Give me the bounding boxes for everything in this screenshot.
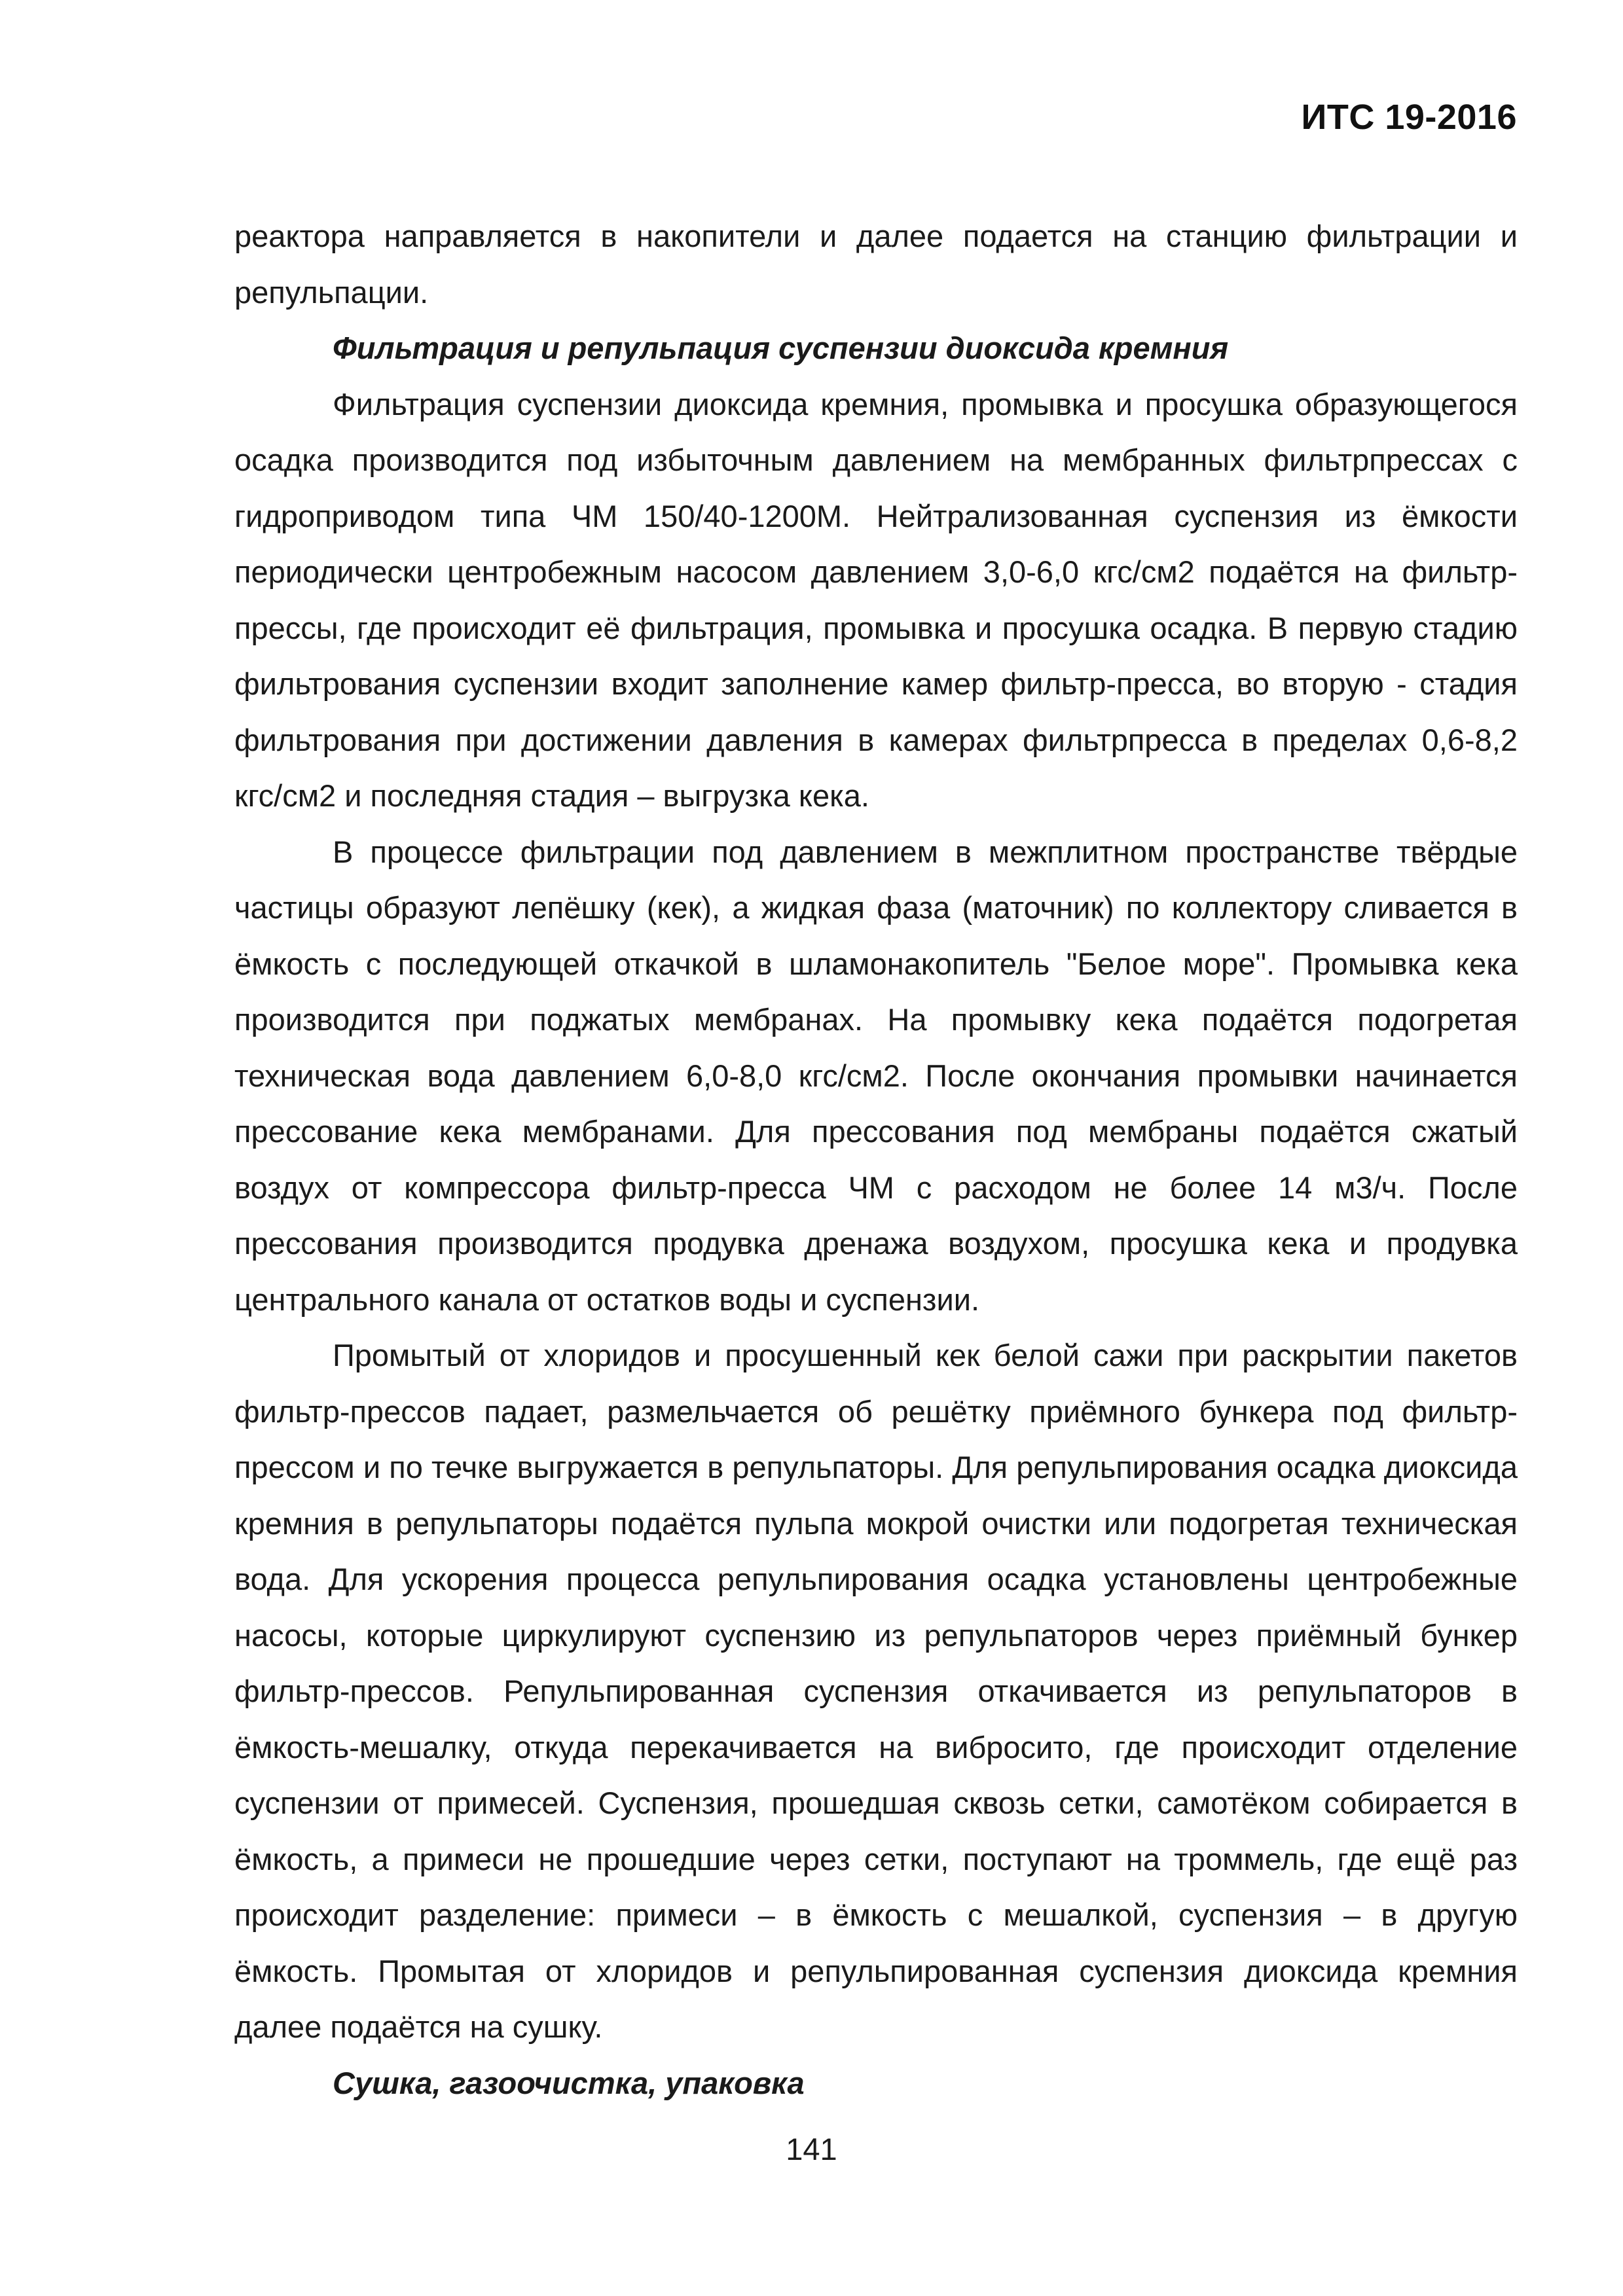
page-content — [234, 208, 1518, 2111]
paragraph-repulping: Промытый от хлоридов и просушенный кек белой сажи при раскрытии пакетов фильтр-прессов падает, размельчается об решётку приёмного бункера под фильтр-прессом и по течке выгружается в репульпаторы. Для репульпирования осадка диоксида кремния в репульпаторы подаётся пульпа мокрой очистки или подогретая техническая вода. Для ускорения процесса репульпирования осадка установлены центробежные насосы, которые циркулируют суспензию из репульпаторов через приёмный бункер фильтр-прессов. Репульпированная суспензия откачивается из репульпаторов в ёмкость-мешалку, откуда перекачивается на вибросито, где происходит отделение суспензии от примесей. Суспензия, прошедшая сквозь сетки, самотёком собирается в ёмкость, а примеси не прошедшие через сетки, поступают на троммель, где ещё раз происходит разделение: примеси – в ёмкость с мешалкой, суспензия – в другую ёмкость. Промытая от хлоридов и репульпированная суспензия диоксида кремния далее подаётся на сушку. — [234, 1338, 1518, 2044]
paragraph-filtration: Фильтрация суспензии диоксида кремния, промывка и просушка образующегося осадка производится под избыточным давлением на мембранных фильтрпрессах с гидроприводом типа ЧМ 150/40-1200М. Нейтрализованная суспензия из ёмкости периодически центробежным насосом давлением 3,0-6,0 кгс/см2 подаётся на фильтр-прессы, где происходит её фильтрация, промывка и просушка осадка. В первую стадию фильтрования суспензии входит заполнение камер фильтр-пресса, во вторую - стадия фильтрования при достижении давления в камерах фильтрпресса в пределах 0,6-8,2 кгс/см2 и последняя стадия – выгрузка кека. — [234, 386, 1518, 813]
page-number: 141 — [786, 2132, 837, 2166]
document-code-header: ИТС 19-2016 — [1301, 98, 1517, 137]
paragraph-continuation: реактора направляется в накопители и далее подается на станцию фильтрации и репульпации. — [234, 219, 1518, 310]
paragraph-cake-washing: В процессе фильтрации под давлением в межплитном пространстве твёрдые частицы образуют лепёшку (кек), а жидкая фаза (маточник) по коллектору сливается в ёмкость с последующей откачкой в шламонакопитель "Белое море". Промывка кека производится при поджатых мембранах. На промывку кека подаётся подогретая техническая вода давлением 6,0-8,0 кгс/см2. После окончания промывки начинается прессование кека мембранами. Для прессования под мембраны подаётся сжатый воздух от компрессора фильтр-пресса ЧМ с расходом не более 14 м3/ч. После прессования производится продувка дренажа воздухом, просушка кека и продувка центрального канала от остатков воды и суспензии. — [234, 834, 1518, 1317]
section-heading-drying: Сушка, газоочистка, упаковка — [333, 2065, 805, 2100]
section-heading-filtration: Фильтрация и репульпация суспензии диоксида кремния — [333, 331, 1229, 365]
